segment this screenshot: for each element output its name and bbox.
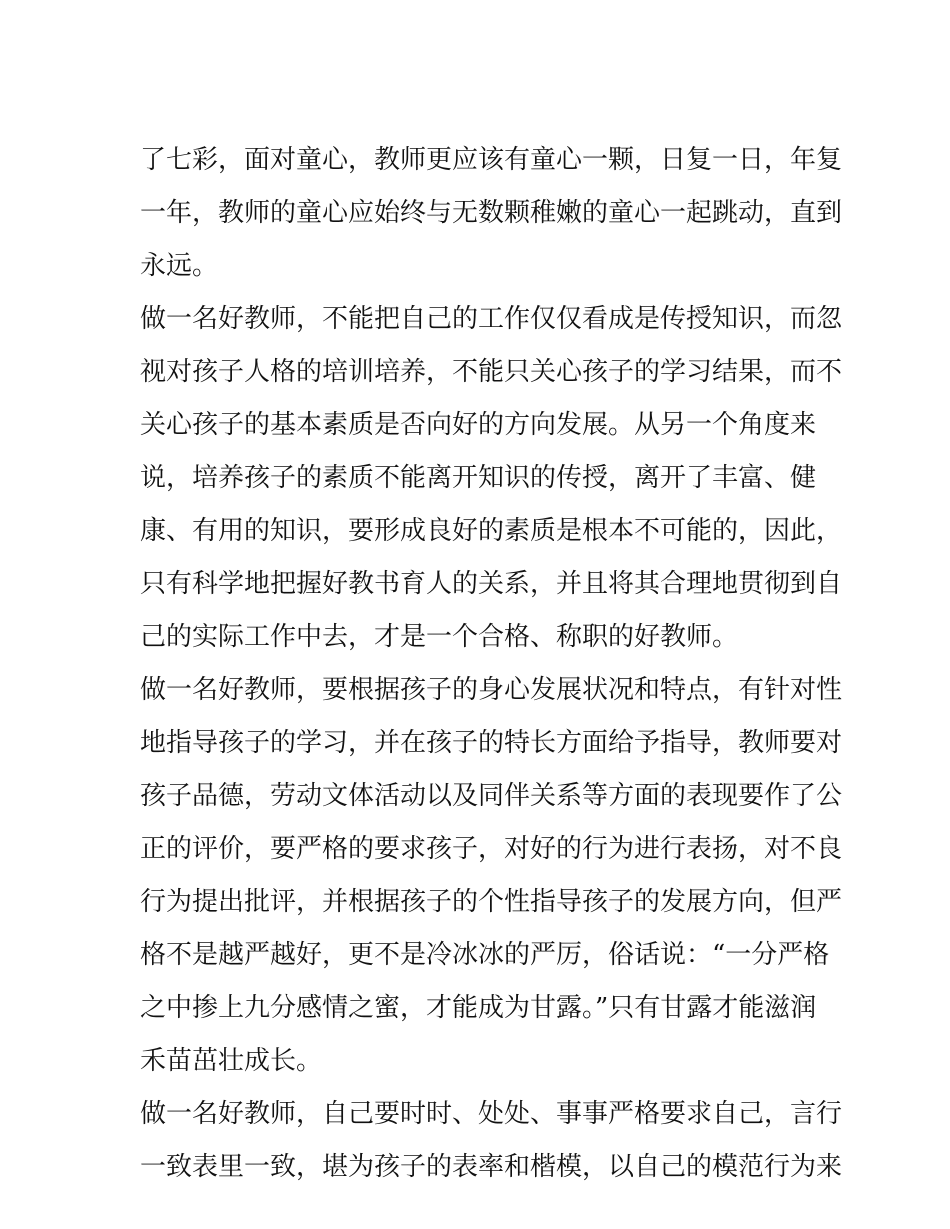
text-line: 永远。 (140, 251, 219, 281)
text-line: 康、有用的知识，要形成良好的素质是根本不可能的，因此， (140, 516, 843, 546)
text-line: 一年，教师的童心应始终与无数颗稚嫩的童心一起跳动，直到 (140, 198, 843, 228)
text-line: 孩子品德，劳动文体活动以及同伴关系等方面的表现要作了公 (140, 781, 843, 811)
text-line: 禾苗茁壮成长。 (140, 1046, 323, 1076)
text-line: 行为提出批评，并根据孩子的个性指导孩子的发展方向，但严 (140, 887, 843, 917)
text-line: 格不是越严越好，更不是冷冰冰的严厉，俗话说：“一分严格 (140, 940, 830, 970)
text-line: 视对孩子人格的培训培养，不能只关心孩子的学习结果，而不 (140, 357, 843, 387)
text-line: 做一名好教师，自己要时时、处处、事事严格要求自己，言行 (140, 1099, 843, 1129)
text-line: 做一名好教师，要根据孩子的身心发展状况和特点，有针对性 (140, 675, 843, 705)
text-line: 正的评价，要严格的要求孩子，对好的行为进行表扬，对不良 (140, 834, 843, 864)
text-line: 关心孩子的基本素质是否向好的方向发展。从另一个角度来 (140, 410, 817, 440)
text-line: 只有科学地把握好教书育人的关系，并且将其合理地贯彻到自 (140, 569, 843, 599)
text-line: 做一名好教师，不能把自己的工作仅仅看成是传授知识，而忽 (140, 304, 843, 334)
text-line: 了七彩，面对童心，教师更应该有童心一颗，日复一日，年复 (140, 145, 843, 175)
document-body (140, 134, 843, 1194)
text-line: 地指导孩子的学习，并在孩子的特长方面给予指导，教师要对 (140, 728, 843, 758)
text-line: 说，培养孩子的素质不能离开知识的传授，离开了丰富、健 (140, 463, 817, 493)
text-line: 之中掺上九分感情之蜜，才能成为甘露。”只有甘露才能滋润 (140, 993, 817, 1023)
text-line: 一致表里一致，堪为孩子的表率和楷模，以自己的模范行为来 (140, 1152, 843, 1182)
text-line: 己的实际工作中去，才是一个合格、称职的好教师。 (140, 622, 739, 652)
